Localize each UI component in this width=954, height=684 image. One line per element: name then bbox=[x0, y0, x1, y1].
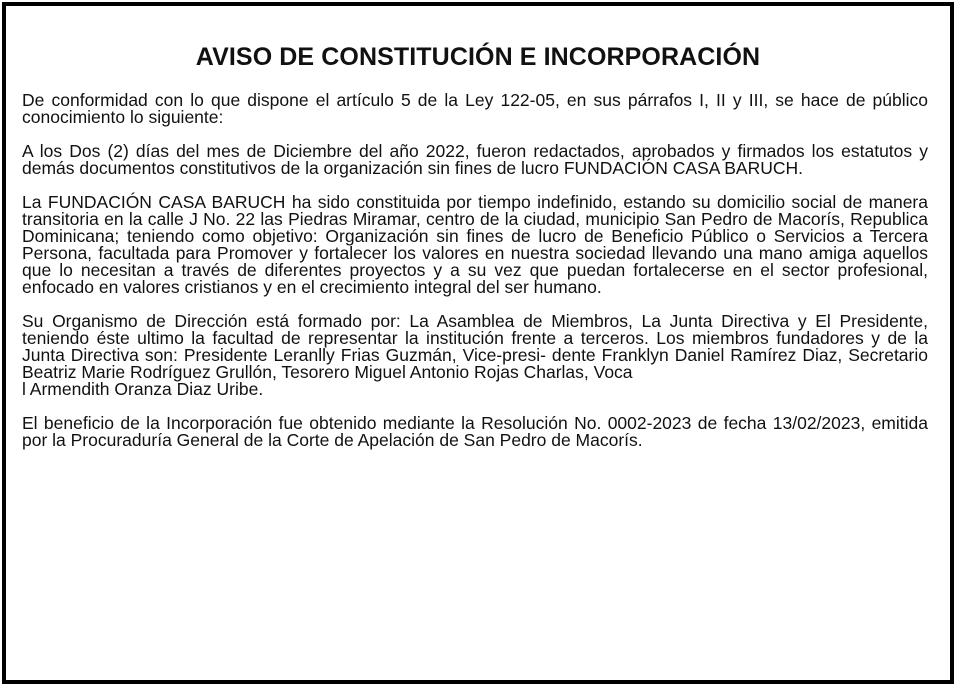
notice-body bbox=[22, 92, 928, 466]
paragraph-constitution-date: A los Dos (2) días del mes de Diciembre del año 2022, fueron redactados, aprobados y firmados los estatutos y demás documentos constitutivos de la organización sin fines de lucro FUNDACIÓN CASA BARUCH. bbox=[22, 141, 928, 178]
paragraph-legal-basis: De conformidad con lo que dispone el artículo 5 de la Ley 122-05, en sus párrafos I, II y III, se hace de público conocimiento lo siguiente: bbox=[22, 90, 928, 127]
notice-frame bbox=[2, 2, 954, 684]
paragraph-incorporation-resolution: El beneficio de la Incorporación fue obtenido mediante la Resolución No. 0002-2023 de fecha 13/02/2023, emitida por la Procuraduría General de la Corte de Apelación de San Pedro de Macorís. bbox=[22, 413, 928, 450]
paragraph-domicile-objective: La FUNDACIÓN CASA BARUCH ha sido constituida por tiempo indefinido, estando su domicilio social de manera transitoria en la calle J No. 22 las Piedras Miramar, centro de la ciudad, municipio San Pedro de Macorís, Republica Dominicana; teniendo como objetivo: Organización sin fines de lucro de Beneficio Público o Servicios a Tercera Persona, facultada para Promover y fortalecer los valores en nuestra sociedad llevando una mano amiga aquellos que lo necesitan a través de diferentes proyectos y a su vez que puedan fortalecerse en el sector profesional, enfocado en valores cristianos y en el crecimiento integral del ser humano. bbox=[22, 192, 928, 297]
paragraph-governing-body-continued: l Armendith Oranza Diaz Uribe. bbox=[22, 379, 264, 399]
notice-title: AVISO DE CONSTITUCIÓN E INCORPORACIÓN bbox=[195, 43, 761, 71]
paragraph-governing-body: Su Organismo de Dirección está formado por: La Asamblea de Miembros, La Junta Directiva y El Presidente, teniendo éste ultimo la facultad de representar la institución frente a terceros. Los miembros fundadores y de la Junta Directiva son: Presidente Leranlly Frias Guzmán, Vice-presi- dente Franklyn Daniel Ramírez Diaz, Secretario Beatriz Marie Rodríguez Grullón, Tesorero Miguel Antonio Rojas Charlas, Voca bbox=[22, 311, 928, 382]
